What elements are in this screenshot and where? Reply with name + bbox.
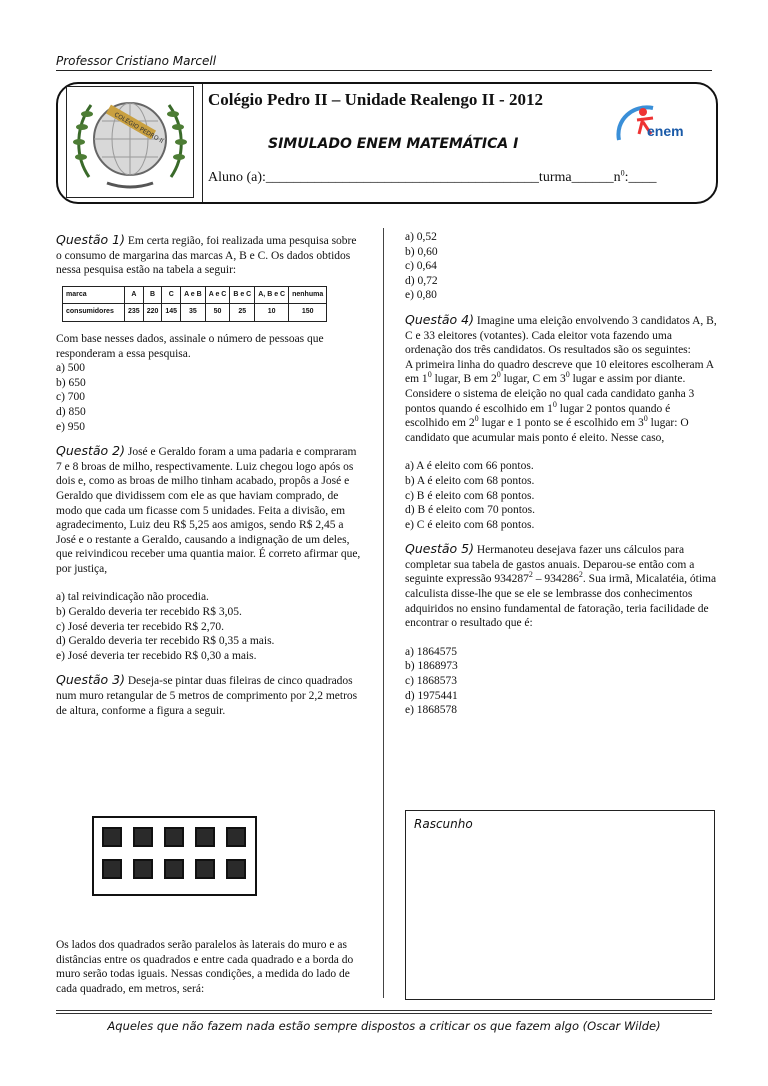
q1-option: a) 500 [56, 362, 86, 375]
q3-after: Os lados dos quadrados serão paralelos às laterais do muro e as distâncias entre os quadrados e entre cada quadrado e a borda do muro serão todas iguais. Nessas condições, a medida do lado de cada quadrado, em metros, será: [56, 939, 354, 995]
question-2 [56, 444, 361, 663]
wall-figure [92, 816, 257, 896]
wall-square [226, 859, 246, 879]
right-column [405, 230, 717, 718]
q4-option: d) B é eleito com 70 pontos. [405, 504, 535, 517]
q4-option: b) A é eleito com 68 pontos. [405, 474, 535, 487]
rascunho-label: Rascunho [414, 817, 473, 831]
q4-option: e) C é eleito com 68 pontos. [405, 518, 535, 531]
footer-rule [56, 1010, 712, 1011]
question-1 [56, 233, 361, 434]
professor-name: Professor Cristiano Marcell [56, 54, 217, 68]
wall-square [133, 827, 153, 847]
q3-option: a) 0,52 [405, 231, 437, 243]
aluno-line: Aluno $(a):\_\_\_\_\_\_\_\_\_\_\_\_\_\_\_\_\_\_\_\_\_\_\_\_\_\_\_\_\_\_\_\_\_\_\_\_\_\_\_turma\_\_\_\_\_\_n^0:\_\_\_\_$ [208, 168, 657, 185]
rascunho-box [405, 810, 715, 1000]
q1-data-cell: 25 [230, 304, 255, 322]
q3-option: d) 0,72 [405, 274, 438, 287]
q4-option: c) B é eleito com 68 pontos. [405, 489, 535, 502]
q5-option: a) 1864575 [405, 645, 458, 658]
left-column [56, 233, 361, 718]
q4-options [405, 459, 717, 532]
q5-title: Questão 5) [405, 541, 474, 557]
q3-option: c) 0,64 [405, 260, 437, 273]
q1-data-cell: 220 [143, 304, 162, 322]
question-5: Questão 5) Hermanoteu desejava fazer uns cálculos para completar sua tabela de gastos anuais. Deparou-se então com a seguinte expressão 934287$^2$ – 934286$^2$. Sua irmã, Micalatéia, ótima calculista disse-lhe que se ele se lembrasse dos conhecimentos adquiridos no ensino fundamental de fatoração, teria facilidade de encontrar o resultado que é: a) 1864575 b) 1868973 c) 1868573 d) 1975441 e) 1868578 [405, 541, 717, 717]
q1-header-cell: A [125, 286, 144, 304]
enem-logo [613, 100, 703, 155]
q4-option: a) A é eleito com 66 pontos. [405, 460, 534, 473]
wall-square [195, 859, 215, 879]
q1-data-cell: 10 [255, 304, 289, 322]
q3-title: Questão 3) [56, 672, 125, 688]
header-box [56, 82, 718, 204]
q4-paragraph-3: Considere o sistema de eleição no qual cada candidato ganha 3 pontos quando é escolhido em $1^0$ lugar 2 pontos quando é escolhido em $2^0$ lugar e 1 ponto se é escolhido em $3^0$ lugar: O candidato que acumular mais ponto é eleito. Nesse caso, [405, 387, 695, 444]
q1-data-cell: 150 [289, 304, 327, 322]
q3-option: b) 0,60 [405, 245, 438, 258]
footer-rule-2 [56, 1013, 712, 1014]
q1-header-cell: C [162, 286, 181, 304]
q1-data-cell: 50 [205, 304, 230, 322]
q1-data-cell: consumidores [63, 304, 125, 322]
q1-option: c) 700 [56, 391, 86, 404]
q1-option: d) 850 [56, 405, 86, 418]
question-4 [405, 313, 717, 532]
q5-options [405, 645, 717, 718]
q1-header-cell: A, B e C [255, 286, 289, 304]
q4-text: Imagine uma eleição envolvendo 3 candidatos A, B, C e 33 eleitores (votantes). Cada eleitor vota fazendo uma ordenação dos três candidatos. Os resultados são os seguintes: [405, 314, 717, 357]
q1-data-cell: 35 [181, 304, 206, 322]
column-divider [383, 228, 384, 998]
q1-text: Em certa região, foi realizada uma pesquisa sobre o consumo de margarina das marcas A, B e C. Os dados obtidos nessa pesquisa estão na tabela a seguir: [56, 235, 357, 277]
q1-option: e) 950 [56, 420, 86, 433]
q1-data-cell: 145 [162, 304, 181, 322]
wall-square [133, 859, 153, 879]
q3-options [405, 230, 717, 303]
wall-square [164, 859, 184, 879]
question-3 [56, 673, 361, 718]
crest-logo [66, 86, 194, 198]
q2-title: Questão 2) [56, 443, 125, 459]
wall-square [102, 827, 122, 847]
q4-title: Questão 4) [405, 311, 474, 327]
q2-option: d) Geraldo deveria ter recebido R$ 0,35 a mais. [56, 635, 275, 648]
q2-options [56, 590, 361, 663]
q1-header-cell: A e C [205, 286, 230, 304]
q1-data-cell: 235 [125, 304, 144, 322]
crest-text: COLÉGIO PEDRO II [112, 111, 165, 146]
q5-option: d) 1975441 [405, 689, 458, 702]
q3-option: e) 0,80 [405, 289, 437, 302]
q2-option: c) José deveria ter recebido R$ 2,70. [56, 620, 224, 633]
q1-title: Questão 1) [56, 232, 125, 247]
enem-logo-text: enem [647, 123, 684, 139]
q1-after: Com base nesses dados, assinale o número de pessoas que responderam a essa pesquisa. [56, 332, 324, 360]
q5-option: c) 1868573 [405, 675, 458, 688]
q1-header-cell: B e C [230, 286, 255, 304]
q1-header-cell: nenhuma [289, 286, 327, 304]
q1-table [62, 286, 327, 322]
wall-square [226, 827, 246, 847]
wall-square [102, 859, 122, 879]
q2-option: e) José deveria ter recebido R$ 0,30 a mais. [56, 649, 257, 662]
school-title: Colégio Pedro II – Unidade Realengo II - 2012 [208, 90, 543, 109]
wall-square [195, 827, 215, 847]
header-divider [202, 84, 203, 202]
q2-option: a) tal reivindicação não procedia. [56, 591, 209, 604]
footer-quote: Aqueles que não fazem nada estão sempre dispostos a criticar os que fazem algo (Oscar Wilde) [107, 1019, 661, 1033]
simulado-title: SIMULADO ENEM MATEMÁTICA I [268, 136, 519, 152]
q1-header-cell: marca [63, 286, 125, 304]
q1-header-cell: A e B [181, 286, 206, 304]
q1-option: b) 650 [56, 376, 86, 389]
wall-square [164, 827, 184, 847]
q4-paragraph-2: A primeira linha do quadro descreve que 10 eleitores escolheram A em $1^0$ lugar, B em $2^0$ lugar, C em $3^0$ lugar e assim por diante. [405, 358, 714, 386]
top-rule [56, 70, 712, 71]
q3-text: Deseja-se pintar duas fileiras de cinco quadrados num muro retangular de 5 metros de comprimento por 2,2 metros de altura, conforme a figura a seguir. [56, 675, 358, 717]
q2-option: b) Geraldo deveria ter recebido R$ 3,05. [56, 606, 242, 619]
q1-options [56, 361, 361, 434]
q5-option: e) 1868578 [405, 704, 458, 717]
q2-text: José e Geraldo foram a uma padaria e compraram 7 e 8 broas de milho, respectivamente. Luiz chegou logo após os dois e, como as broas de milho tinham acabado, propôs a José e Geraldo que dividissem com ele as que haviam comprado, de modo que cada um ficasse com 5 unidades. Feita a divisão, em agradecimento, Luiz deu R$ 5,25 aos amigos, sendo R$ 2,45 a José e o restante a Geraldo, causando a indignação de um deles, que reivindicou receber uma quantia maior. É correto afirmar que, por justiça, [56, 446, 361, 575]
q5-option: b) 1868973 [405, 660, 458, 673]
q1-header-cell: B [143, 286, 162, 304]
